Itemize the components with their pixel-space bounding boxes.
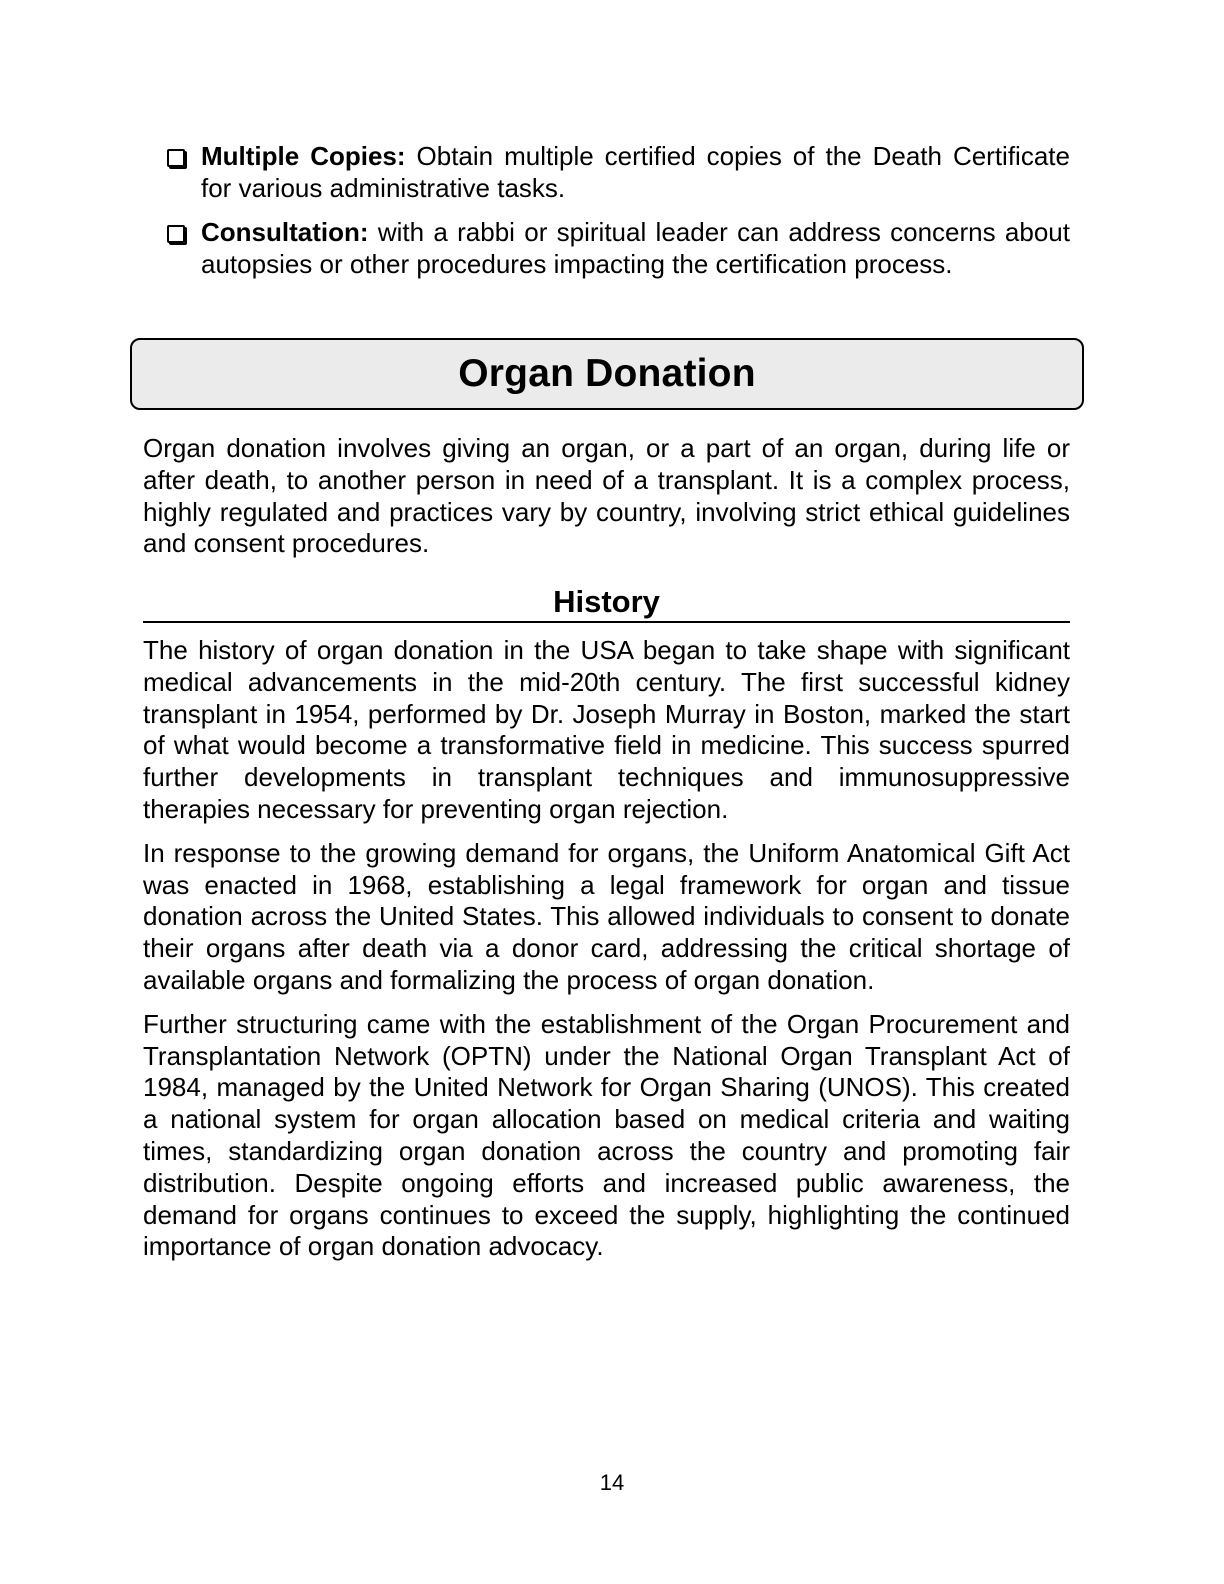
section-title-banner [130, 338, 1084, 410]
history-paragraph: Further structuring came with the establishment of the Organ Procurement and Transplantation Network (OPTN) under the National Organ Transplant Act of 1984, managed by the United Network for Organ Sharing (UNOS). This created a national system for organ allocation based on medical criteria and waiting times, standardizing organ donation across the country and promoting fair distribution. Despite ongoing efforts and increased public awareness, the demand for organs continues to exceed the supply, highlighting the continued importance of organ donation advocacy. [143, 1008, 1070, 1262]
bullet-list [143, 140, 1070, 280]
checkbox-icon [167, 225, 185, 243]
bullet-term: Multiple Copies: [201, 141, 406, 171]
history-paragraph: In response to the growing demand for organs, the Uniform Anatomical Gift Act was enacted in 1968, establishing a legal framework for organ and tissue donation across the United States. This allowed individuals to consent to donate their organs after death via a donor card, addressing the critical shortage of available organs and formalizing the process of organ donation. [143, 837, 1070, 995]
bullet-text: with a rabbi or spiritual leader can address concerns about autopsies or other procedures impacting the certification process. [201, 217, 1070, 279]
bullet-term: Consultation: [201, 217, 369, 247]
history-paragraph: The history of organ donation in the USA began to take shape with significant medical advancements in the mid-20th century. The first successful kidney transplant in 1954, performed by Dr. Joseph Murray in Boston, marked the start of what would become a transformative field in medicine. This success spurred further developments in transplant techniques and immunosuppressive therapies necessary for preventing organ rejection. [143, 635, 1070, 824]
history-heading [143, 583, 1070, 623]
page-number: 14 [599, 1470, 625, 1495]
section-title: Organ Donation [458, 352, 756, 395]
list-item [143, 216, 1070, 280]
intro-paragraph: Organ donation involves giving an organ, or a part of an organ, during life or after death, to another person in need of a transplant. It is a complex process, highly regulated and practices vary by country, involving strict ethical guidelines and consent procedures. [143, 433, 1070, 559]
checklist [143, 140, 1070, 292]
history-heading-text: History [553, 584, 660, 619]
intro-block [143, 433, 1070, 572]
list-item [143, 140, 1070, 204]
checkbox-icon [167, 149, 185, 167]
history-body [143, 635, 1070, 1275]
bullet-text: Obtain multiple certified copies of the Death Certificate for various administrative tasks. [201, 141, 1070, 203]
